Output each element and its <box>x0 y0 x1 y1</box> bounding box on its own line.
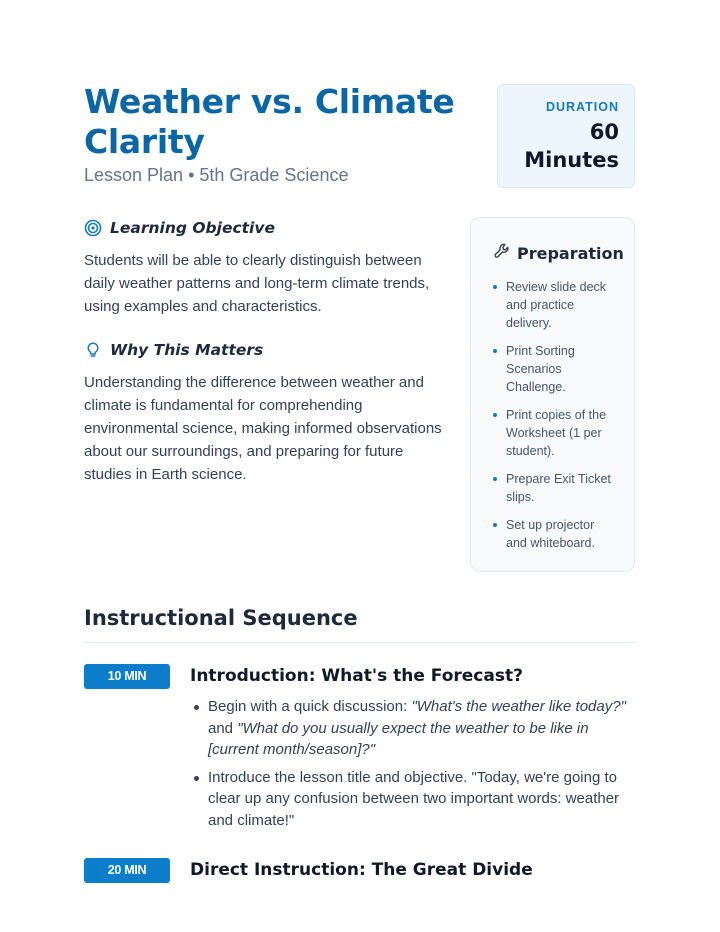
duration-unit: Minutes <box>524 148 619 172</box>
step-title: Direct Instruction: The Great Divide <box>190 860 533 880</box>
preparation-item: Review slide deck and practice delivery. <box>493 278 618 332</box>
preparation-item: Print Sorting Scenarios Challenge. <box>493 342 618 396</box>
step-bullets <box>190 696 636 837</box>
preparation-item: Print copies of the Worksheet (1 per student). <box>493 406 618 460</box>
objective-title: Learning Objective <box>110 219 275 237</box>
step-duration-badge: 20 MIN <box>84 858 170 883</box>
why-text: Understanding the difference between weather and climate is fundamental for comprehending environmental science, making informed observations about our surroundings, and preparing for future studies in Earth science. <box>84 374 442 483</box>
step-bullet <box>190 696 636 761</box>
preparation-heading <box>493 242 624 265</box>
preparation-card <box>470 217 635 572</box>
section-divider <box>84 642 636 643</box>
wrench-icon <box>493 242 511 265</box>
why-heading <box>84 341 263 359</box>
target-icon <box>84 219 102 237</box>
duration-number: 60 <box>589 120 619 144</box>
step-duration-badge: 10 MIN <box>84 664 170 689</box>
objective-heading <box>84 219 275 237</box>
sequence-title: Instructional Sequence <box>84 606 358 630</box>
preparation-item: Prepare Exit Ticket slips. <box>493 470 618 506</box>
duration-card <box>497 84 635 188</box>
step-bullet: Introduce the lesson title and objective. "Today, we're going to clear up any confusion between two important words: weather and climate!" <box>190 767 636 832</box>
step-bullet-text: and <box>208 719 238 737</box>
discussion-question: "What's the weather like today?" <box>411 698 626 715</box>
preparation-list <box>493 278 618 562</box>
preparation-item: Set up projector and whiteboard. <box>493 516 618 552</box>
step-title: Introduction: What's the Forecast? <box>190 666 523 686</box>
preparation-title: Preparation <box>517 244 624 263</box>
why-title: Why This Matters <box>110 341 264 359</box>
step-bullet-text: Begin with a quick discussion: <box>208 698 412 715</box>
duration-label: DURATION <box>545 100 619 114</box>
discussion-question: "What do you usually expect the weather to be like in [current month/season]?" <box>208 719 589 758</box>
objective-text: Students will be able to clearly distinguish between daily weather patterns and long-term climate trends, using examples and characteristics. <box>84 252 430 315</box>
lightbulb-icon <box>84 341 102 359</box>
duration-value <box>498 118 619 174</box>
page-subtitle: Lesson Plan • 5th Grade Science <box>84 165 349 185</box>
page-title: Weather vs. Climate Clarity <box>84 82 455 161</box>
